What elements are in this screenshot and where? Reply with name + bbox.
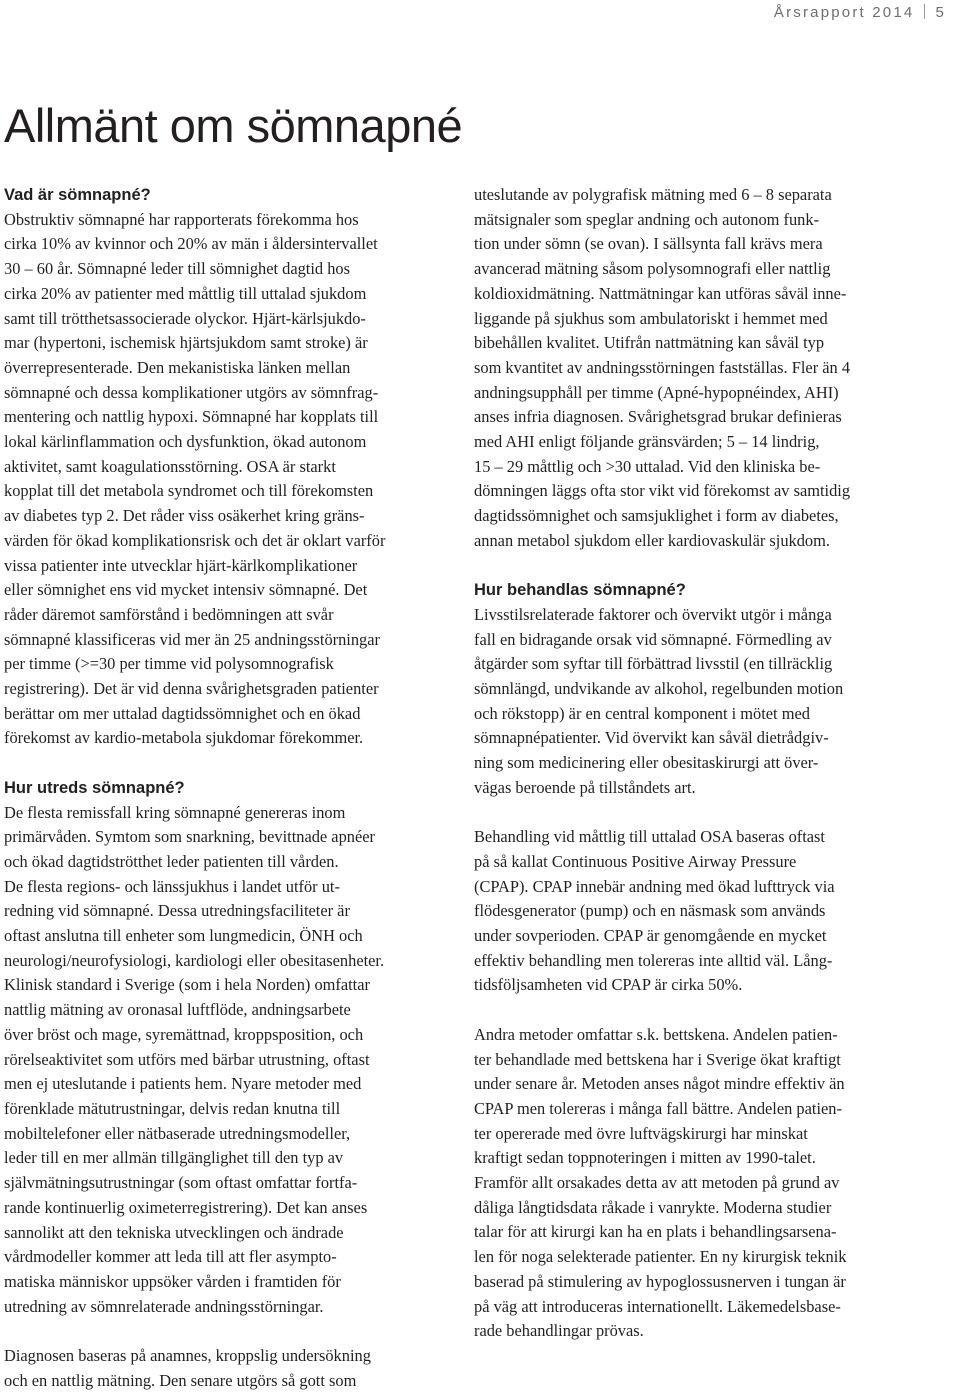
right-column <box>474 183 920 1344</box>
report-label: Årsrapport 2014 <box>773 4 915 21</box>
text-line: bibehållen kvalitet. Utifrån nattmätning kan såväl typ <box>474 333 825 353</box>
text-line: Framför allt orsakades detta av att metoden på grund av <box>474 1173 840 1193</box>
text-line: annan metabol sjukdom eller kardiovaskulär sjukdom. <box>474 530 830 550</box>
text-line: Livsstilsrelaterade faktorer och övervikt utgör i många <box>474 604 832 624</box>
text-line: rörelseaktivitet som utförs med bärbar utrustning, oftast <box>4 1049 370 1069</box>
text-line: oftast anslutna till enheter som lungmedicin, ÖNH och <box>4 926 363 946</box>
text-line: samt till trötthetsassocierade olyckor. Hjärt-kärlsjukdo- <box>4 308 366 328</box>
text-line: cirka 20% av patienter med måttlig till uttalad sjukdom <box>4 283 367 303</box>
text-line: åtgärder som syftar till förbättrad livsstil (en tillräcklig <box>474 654 833 674</box>
text-line: och en nattlig mätning. Den senare utgörs så gott som <box>4 1370 357 1390</box>
text-line: ter behandlade med bettskena har i Sverige ökat kraftigt <box>474 1049 841 1069</box>
text-line: uteslutande av polygrafisk mätning med 6 – 8 separata <box>474 185 832 204</box>
text-line: kopplat till det metabola syndromet och till förekomsten <box>4 481 374 501</box>
text-line: överrepresenterade. Den mekanistiska länken mellan <box>4 357 351 377</box>
text-line: tidsföljsamheten vid CPAP är cirka 50%. <box>474 975 743 995</box>
left-column <box>4 183 449 1393</box>
paragraph-gap <box>4 751 449 776</box>
text-line: De flesta remissfall kring sömnapné genereras inom <box>4 802 346 822</box>
paragraph-gap <box>474 801 920 826</box>
text-line: Diagnosen baseras på anamnes, kroppslig undersökning <box>4 1346 371 1366</box>
text-line: matiska människor uppsöker vården i framtiden för <box>4 1271 341 1291</box>
text-line: leder till en mer allmän tillgänglighet till den typ av <box>4 1148 344 1168</box>
paragraph-gap <box>474 554 920 579</box>
text-line: på så kallat Continuous Positive Airway Pressure <box>474 851 797 871</box>
text-line: mobiltelefoner eller nätbaserade utredningsmodeller, <box>4 1123 351 1143</box>
text-line: 15 – 29 måttlig och >30 uttalad. Vid den kliniska be- <box>474 456 821 476</box>
text-line: sannolikt att den tekniska utvecklingen och ändrade <box>4 1222 344 1242</box>
text-line: dåliga långtidsdata råkade i vanrykte. Moderna studier <box>474 1197 832 1217</box>
text-line: nattlig mätning av oronasal luftflöde, andningsarbete <box>4 1000 351 1020</box>
text-line: på väg att introduceras internationellt. Läkemedelsbase- <box>474 1296 841 1316</box>
text-line: rande kontinuerlig oximeterregistrering). Det kan anses <box>4 1197 368 1217</box>
text-line: under sovperioden. CPAP är genomgående en mycket <box>474 926 827 946</box>
paragraph-diagnosis <box>4 801 449 1320</box>
text-line: under senare år. Metoden anses något mindre effektiv än <box>474 1074 845 1094</box>
section-heading-treatment: Hur behandlas sömnapné? <box>474 581 686 600</box>
text-line: mentering och nattlig hypoxi. Sömnapné har kopplats till <box>4 407 379 427</box>
text-line: sömnapné klassificeras vid mer än 25 andningsstörningar <box>4 629 380 649</box>
text-line: vissa patienter inte utvecklar hjärt-kärlkomplikationer <box>4 555 358 575</box>
text-line: och rökstopp) är en central komponent i mötet med <box>474 703 810 723</box>
text-line: Andra metoder omfattar s.k. bettskena. Andelen patien- <box>474 1024 838 1044</box>
text-line: och ökad dagtidströtthet leder patienten till vården. <box>4 851 339 871</box>
paragraph-diagnosis-basis <box>4 1344 449 1393</box>
text-line: andningsupphåll per timme (Apné-hypopnéindex, AHI) <box>474 382 839 402</box>
text-line: liggande på sjukhus som ambulatoriskt i hemmet med <box>474 308 828 328</box>
text-line: självmätningsutrustningar (som oftast omfattar fortfa- <box>4 1173 358 1193</box>
paragraph-cpap <box>474 825 920 998</box>
text-line: redning vid sömnapné. Dessa utredningsfaciliteter är <box>4 901 350 921</box>
text-line: sömnlängd, undvikande av alkohol, regelbunden motion <box>474 679 844 699</box>
paragraph-gap <box>474 998 920 1023</box>
running-header <box>774 4 946 21</box>
paragraph-what <box>4 208 449 751</box>
text-line: över bröst och mage, syremättnad, kroppsposition, och <box>4 1024 364 1044</box>
text-line: vägas beroende på tillståndets art. <box>474 777 696 797</box>
text-line: rade behandlingar prövas. <box>474 1321 644 1341</box>
section-heading-diagnosis: Hur utreds sömnapné? <box>4 778 185 797</box>
text-line: cirka 10% av kvinnor och 20% av män i åldersintervallet <box>4 234 378 254</box>
text-line: Obstruktiv sömnapné har rapporterats förekomma hos <box>4 209 359 229</box>
text-line: av diabetes typ 2. Det råder viss osäkerhet kring gräns- <box>4 506 365 526</box>
text-line: råder däremot samförstånd i bedömningen att svår <box>4 604 334 624</box>
text-line: fall en bidragande orsak vid sömnapné. Förmedling av <box>474 629 832 649</box>
text-line: registrering). Det är vid denna svårighetsgraden patienter <box>4 679 379 699</box>
text-line: effektiv behandling men tolereras inte alltid väl. Lång- <box>474 950 833 970</box>
text-line: mar (hypertoni, ischemisk hjärtsjukdom samt stroke) är <box>4 333 368 353</box>
paragraph-gap <box>4 1319 449 1344</box>
text-line: förenklade mätutrustningar, delvis redan knutna till <box>4 1099 341 1118</box>
section-heading-what: Vad är sömnapné? <box>4 186 151 204</box>
text-line: talar för att kirurgi kan ha en plats i behandlingsarsena- <box>474 1222 837 1242</box>
text-line: eller sömnighet ens vid mycket intensiv sömnapné. Det <box>4 580 368 600</box>
text-line: dömningen läggs ofta stor vikt vid förekomst av samtidig <box>474 481 851 501</box>
text-line: ter opererade med övre luftvägskirurgi har minskat <box>474 1123 808 1143</box>
text-line: sömnapné och dessa komplikationer utgörs av sömnfrag- <box>4 382 379 402</box>
paragraph-measurement <box>474 183 920 554</box>
text-line: koldioxidmätning. Nattmätningar kan utföras såväl inne- <box>474 283 847 303</box>
text-line: Behandling vid måttlig till uttalad OSA baseras oftast <box>474 827 825 847</box>
text-line: värden för ökad komplikationsrisk och det är oklart varför <box>4 530 386 550</box>
text-line: dagtidssömnighet och samsjuklighet i form av diabetes, <box>474 506 839 526</box>
text-line: vårdmodeller kommer att leda till att fler asympto- <box>4 1247 337 1267</box>
text-line: baserad på stimulering av hypoglossusnerven i tungan är <box>474 1271 846 1291</box>
text-line: kraftigt sedan toppnoteringen i mitten av 1990-talet. <box>474 1148 816 1168</box>
page-number: 5 <box>935 4 946 21</box>
header-divider <box>924 4 925 19</box>
text-line: len för noga selekterade patienter. En ny kirurgisk teknik <box>474 1247 847 1267</box>
text-line: neurologi/neurofysiologi, kardiologi eller obesitasenheter. <box>4 950 385 970</box>
text-line: flödesgenerator (pump) och en näsmask som används <box>474 901 826 921</box>
text-line: Klinisk standard i Sverige (som i hela Norden) omfattar <box>4 975 370 995</box>
text-line: aktivitet, samt koagulationsstörning. OSA är starkt <box>4 456 336 476</box>
text-line: tion under sömn (se ovan). I sällsynta fall krävs mera <box>474 234 823 254</box>
text-line: som kvantitet av andningsstörningen fastställas. Fler än 4 <box>474 357 851 377</box>
text-line: utredning av sömnrelaterade andningsstörningar. <box>4 1296 324 1316</box>
text-line: berättar om mer uttalad dagtidssömnighet och en ökad <box>4 703 361 723</box>
paragraph-lifestyle <box>474 603 920 801</box>
text-line: 30 – 60 år. Sömnapné leder till sömnighet dagtid hos <box>4 259 350 279</box>
text-line: sömnapnépatienter. Vid övervikt kan såväl dietrådgiv- <box>474 728 829 748</box>
text-line: anses infria diagnosen. Svårighetsgrad brukar definieras <box>474 407 842 427</box>
text-line: men ej uteslutande i patients hem. Nyare metoder med <box>4 1074 362 1094</box>
text-line: CPAP men tolereras i många fall bättre. Andelen patien- <box>474 1098 842 1118</box>
page-title: Allmänt om sömnapné <box>4 99 463 152</box>
text-line: De flesta regions- och länssjukhus i landet utför ut- <box>4 876 340 896</box>
text-line: lokal kärlinflammation och dysfunktion, ökad autonom <box>4 432 367 452</box>
text-line: per timme (>=30 per timme vid polysomnografisk <box>4 654 334 674</box>
text-line: avancerad mätning såsom polysomnografi eller nattlig <box>474 259 831 279</box>
text-line: med AHI enligt följande gränsvärden; 5 – 14 lindrig, <box>474 432 820 452</box>
paragraph-other-methods <box>474 1023 920 1344</box>
text-line: (CPAP). CPAP innebär andning med ökad lufttryck via <box>474 876 835 896</box>
text-line: mätsignaler som speglar andning och autonom funk- <box>474 209 820 229</box>
text-line: primärvåden. Symtom som snarkning, bevittnade apnéer <box>4 827 375 847</box>
text-line: förekomst av kardio-metabola sjukdomar förekommer. <box>4 728 364 748</box>
text-line: ning som medicinering eller obesitaskirurgi att över- <box>474 753 819 773</box>
